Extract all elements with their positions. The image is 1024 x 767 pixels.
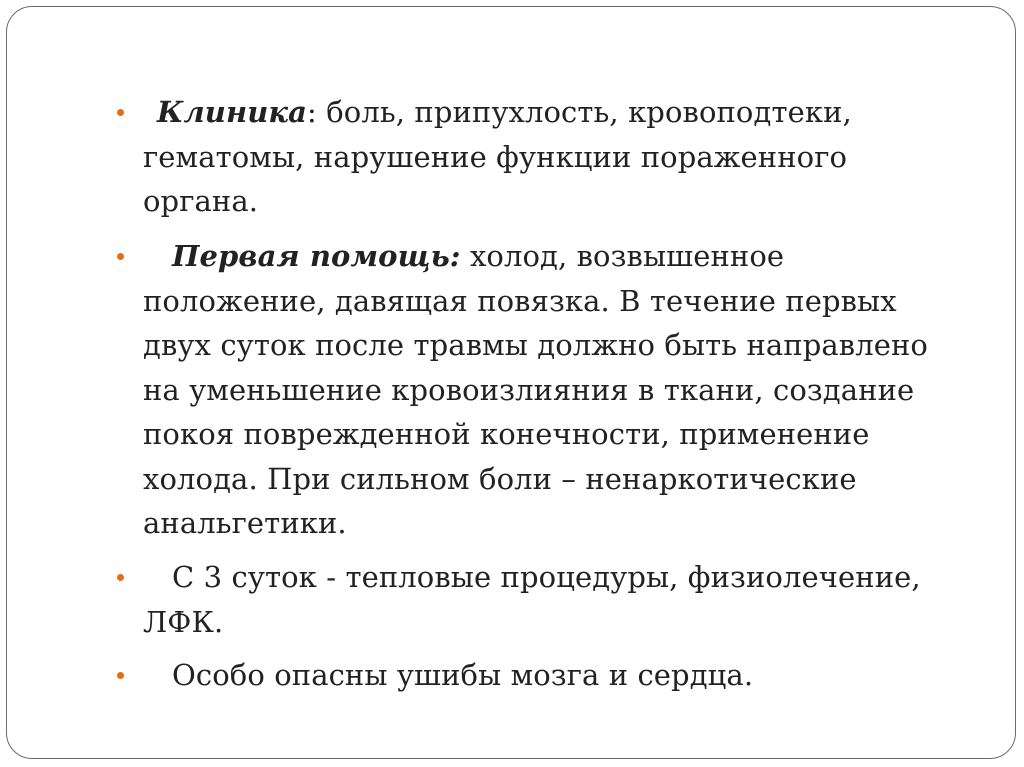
bullet-item-clinic	[143, 90, 943, 224]
bullet-text-clinic: боль, припухлость, кровоподтеки, гематомы, нарушение функции пораженного органа.	[143, 95, 852, 218]
bullet-dot-icon	[117, 253, 124, 260]
slide-frame	[6, 6, 1016, 759]
bullet-dot-icon	[117, 672, 124, 679]
bullet-item-dangerous-bruises	[143, 653, 943, 698]
bullet-list	[7, 7, 1017, 760]
bullet-lead-clinic: Клиника	[157, 95, 308, 129]
bullet-dot-icon	[117, 109, 124, 116]
bullet-text-heat-procedures: С 3 суток - тепловые процедуры, физиолечение, ЛФК.	[143, 560, 921, 639]
bullet-lead-colon: :	[307, 95, 317, 129]
bullet-text-dangerous-bruises: Особо опасны ушибы мозга и сердца.	[172, 658, 754, 692]
bullet-item-heat-procedures	[143, 555, 943, 644]
bullet-dot-icon	[117, 574, 124, 581]
bullet-lead-first-aid: Первая помощь:	[172, 239, 461, 273]
bullet-item-first-aid	[143, 234, 943, 546]
bullet-text-first-aid: холод, возвышенное положение, давящая повязка. В течение первых двух суток после травмы должно быть направлено на уменьшение кровоизлияния в ткани, создание покоя поврежденной конечности, применение холода. При сильном боли – ненаркотические анальгетики.	[143, 239, 928, 540]
